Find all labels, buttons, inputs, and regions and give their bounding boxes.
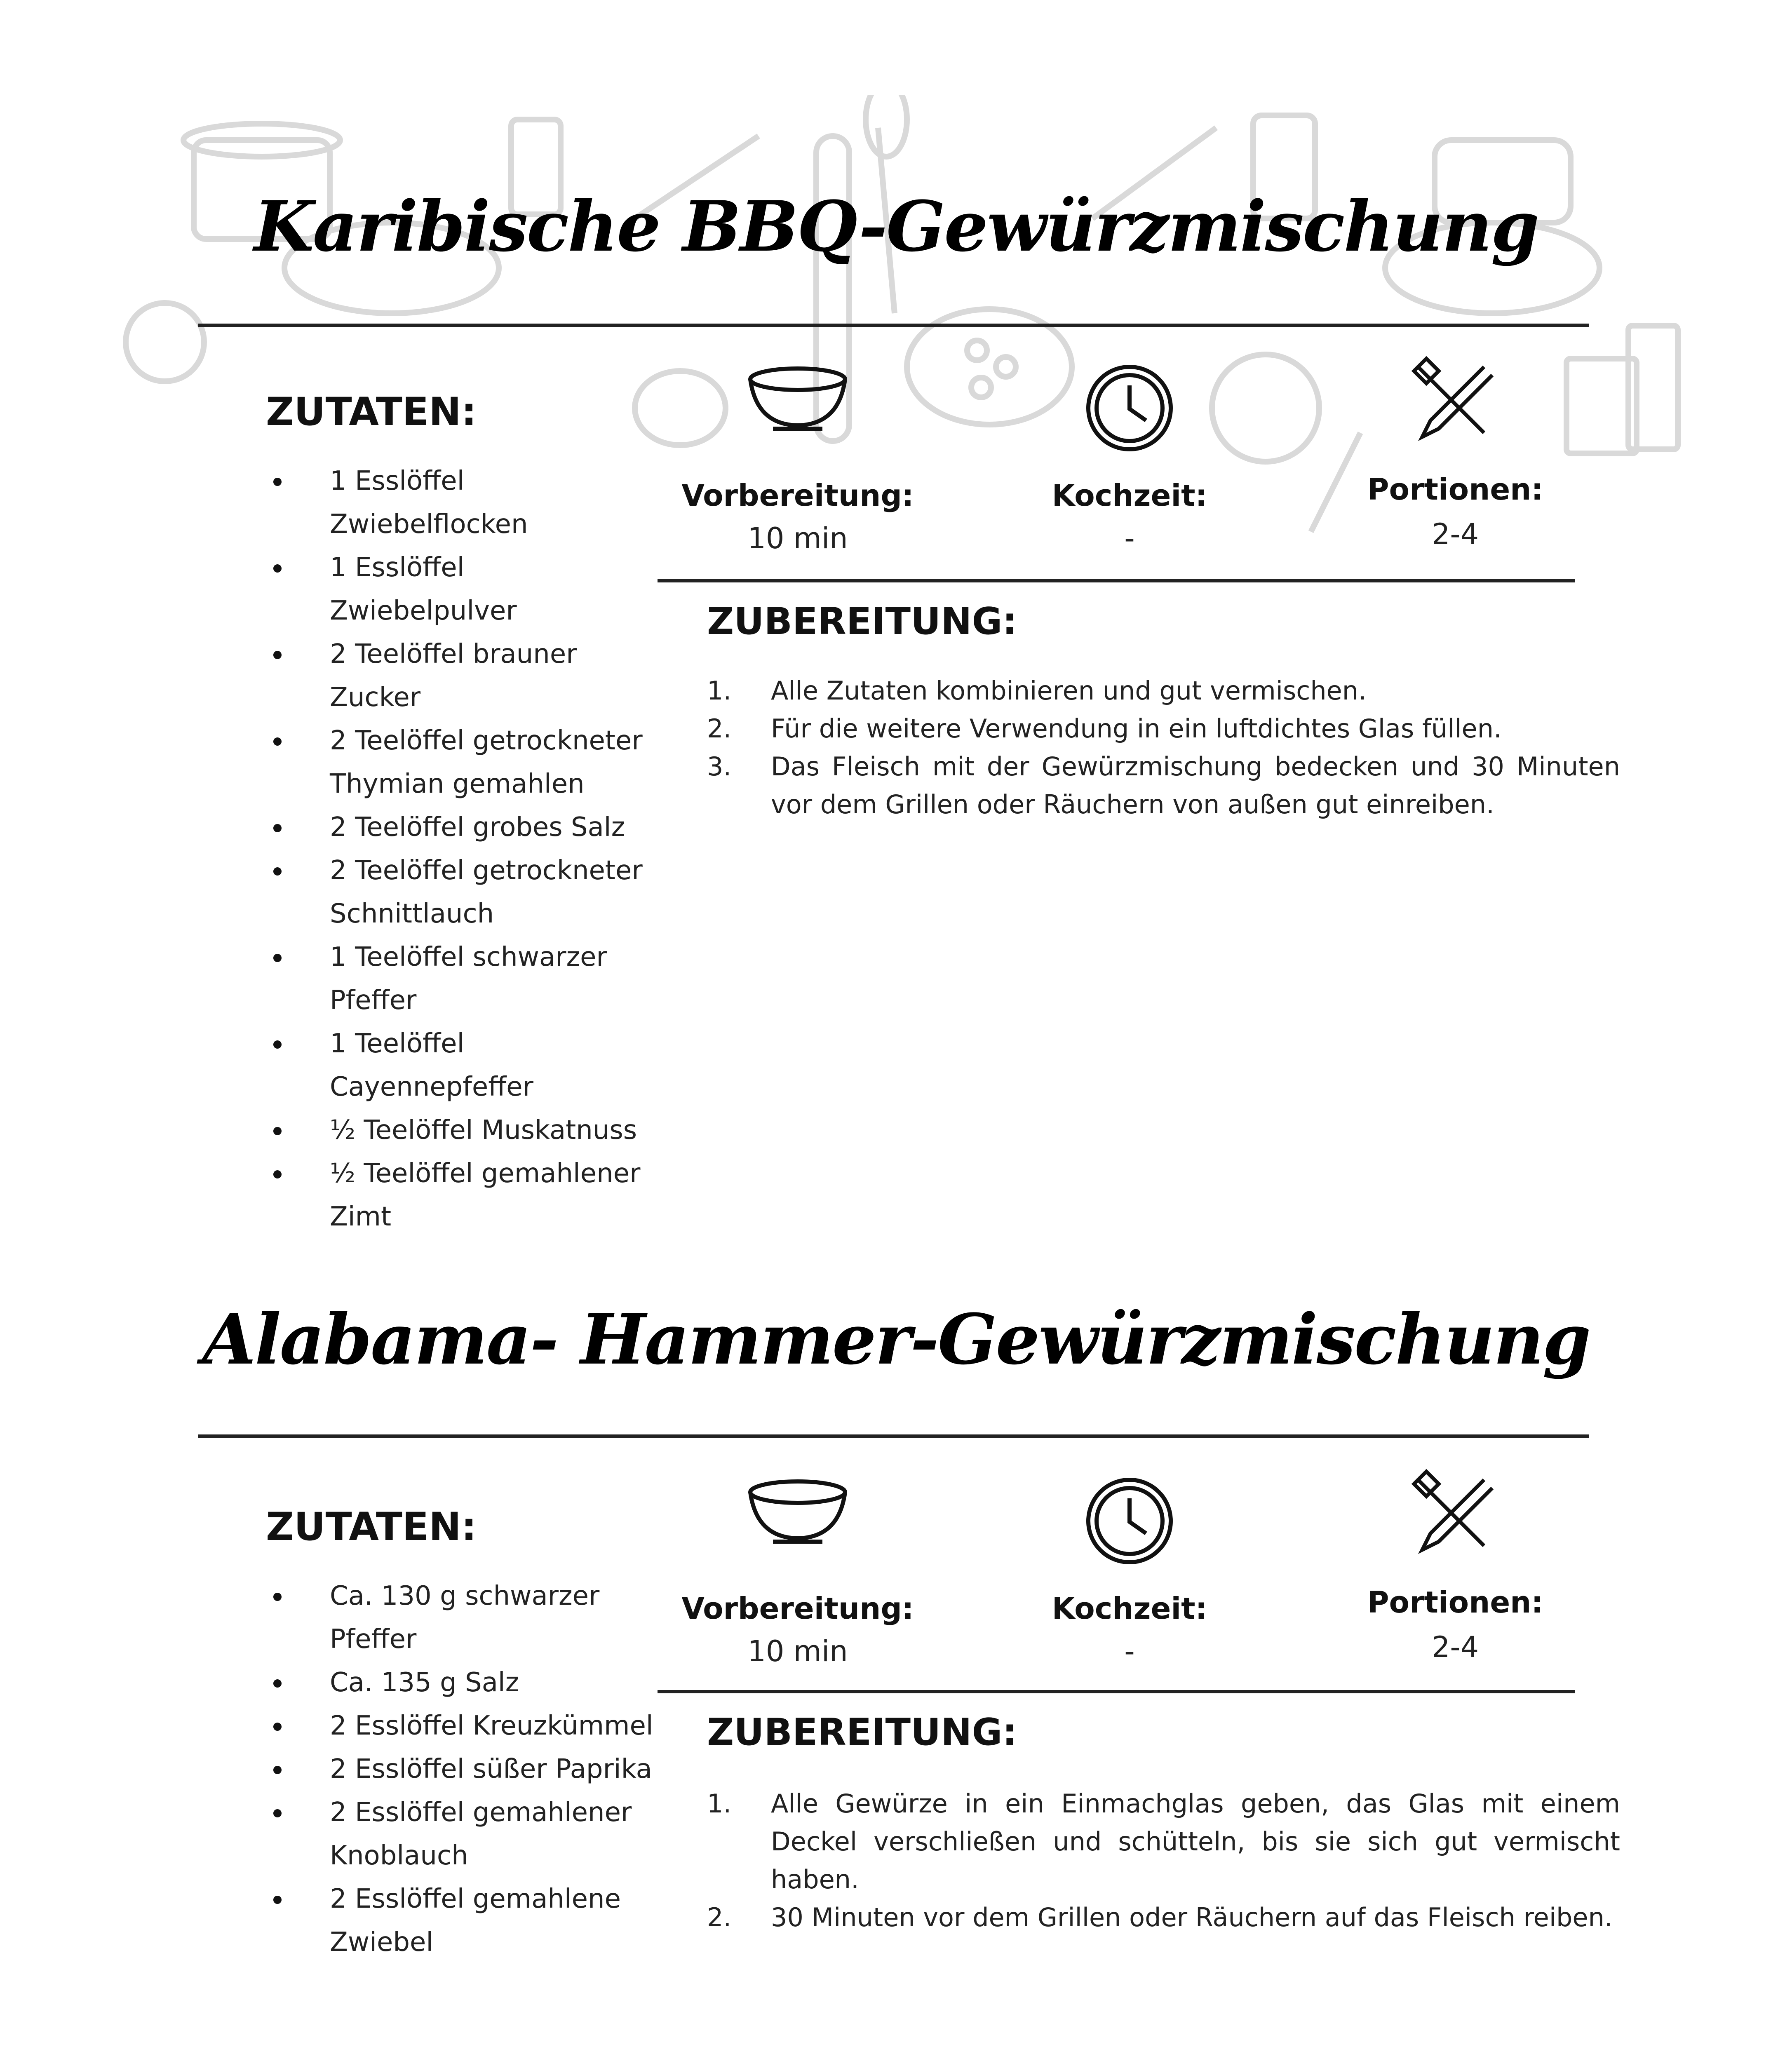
- stats-divider: [658, 1690, 1575, 1693]
- ingredient-item: [266, 1109, 662, 1152]
- preparation-heading: ZUBEREITUNG:: [707, 1711, 1017, 1754]
- ingredient-text: 2 Esslöffel gemahlene: [330, 1884, 621, 1914]
- ingredient-text: ½ Teelöffel gemahlener: [330, 1158, 641, 1189]
- cook-label: Kochzeit:: [1052, 1591, 1207, 1626]
- step-number: 2.: [707, 714, 732, 744]
- ingredient-text: Cayennepfeffer: [330, 1072, 533, 1102]
- ingredient-item: [266, 849, 662, 936]
- ingredient-text: Knoblauch: [330, 1840, 468, 1871]
- ingredients-heading: ZUTATEN:: [266, 390, 477, 434]
- ingredient-text: 2 Teelöffel brauner: [330, 639, 577, 669]
- fork-knife-icon: [1406, 354, 1496, 445]
- ingredient-text: Pfeffer: [330, 1624, 417, 1655]
- preparation-step: [707, 672, 1620, 710]
- stats-divider: [658, 579, 1575, 582]
- prep-label: Vorbereitung:: [681, 1591, 914, 1626]
- clock-icon: [1084, 363, 1175, 453]
- ingredient-text: 1 Esslöffel: [330, 466, 465, 496]
- servings-label: Portionen:: [1367, 1585, 1543, 1620]
- preparation-steps: [707, 672, 1620, 824]
- ingredient-text: 2 Esslöffel Kreuzkümmel: [330, 1711, 653, 1741]
- ingredient-item: [266, 1704, 662, 1748]
- prep-stat: [666, 363, 930, 437]
- preparation-step: [707, 1785, 1620, 1899]
- prep-stat: [666, 1476, 930, 1550]
- ingredients-heading: ZUTATEN:: [266, 1505, 477, 1549]
- ingredient-text: Zucker: [330, 682, 421, 713]
- prep-label: Vorbereitung:: [681, 478, 914, 513]
- ingredient-item: [266, 633, 662, 719]
- ingredient-item: [266, 1748, 662, 1791]
- ingredient-text: 2 Teelöffel getrockneter: [330, 855, 643, 886]
- ingredient-item: [266, 936, 662, 1022]
- step-number: 1.: [707, 676, 732, 706]
- cook-value: -: [1124, 521, 1135, 555]
- step-text: Das Fleisch mit der Gewürzmischung bedecken und 30 Minuten vor dem Grillen oder Räuchern von außen gut einreiben.: [771, 751, 1620, 819]
- ingredient-item: [266, 1152, 662, 1239]
- cook-stat: [998, 1476, 1261, 1566]
- preparation-steps: [707, 1785, 1620, 1937]
- step-number: 3.: [707, 751, 732, 782]
- ingredient-text: Ca. 130 g schwarzer: [330, 1581, 600, 1611]
- ingredient-text: Ca. 135 g Salz: [330, 1667, 519, 1698]
- step-text: Alle Zutaten kombinieren und gut vermischen.: [771, 676, 1367, 706]
- servings-value: 2-4: [1431, 517, 1479, 551]
- clock-icon: [1084, 1476, 1175, 1566]
- ingredient-item: [266, 460, 662, 546]
- step-number: 1.: [707, 1789, 732, 1819]
- ingredient-item: [266, 1661, 662, 1704]
- ingredient-item: [266, 719, 662, 806]
- ingredient-text: 2 Teelöffel getrockneter: [330, 725, 643, 756]
- servings-value: 2-4: [1431, 1630, 1479, 1664]
- ingredient-text: 2 Esslöffel gemahlener: [330, 1797, 632, 1828]
- cook-stat: [998, 363, 1261, 453]
- prep-value: 10 min: [747, 521, 848, 555]
- bowl-icon: [744, 363, 851, 437]
- cook-label: Kochzeit:: [1052, 478, 1207, 513]
- ingredient-text: 1 Esslöffel: [330, 552, 465, 583]
- ingredient-item: [266, 806, 662, 849]
- ingredient-text: Thymian gemahlen: [330, 769, 585, 799]
- recipe-title: Karibische BBQ-Gewürzmischung: [254, 185, 1538, 267]
- ingredient-text: 1 Teelöffel schwarzer: [330, 942, 607, 972]
- ingredient-item: [266, 1022, 662, 1109]
- ingredient-item: [266, 1575, 662, 1661]
- title-divider: [198, 324, 1589, 327]
- ingredient-text: Zwiebelpulver: [330, 596, 517, 626]
- ingredient-text: Zwiebel: [330, 1927, 434, 1958]
- step-number: 2.: [707, 1902, 732, 1932]
- prep-value: 10 min: [747, 1634, 848, 1668]
- preparation-heading: ZUBEREITUNG:: [707, 600, 1017, 643]
- step-text: 30 Minuten vor dem Grillen oder Räuchern auf das Fleisch reiben.: [771, 1902, 1613, 1932]
- step-text: Für die weitere Verwendung in ein luftdichtes Glas füllen.: [771, 714, 1502, 744]
- ingredient-text: 1 Teelöffel: [330, 1028, 465, 1059]
- ingredient-text: Zwiebelflocken: [330, 509, 528, 540]
- ingredient-item: [266, 546, 662, 633]
- servings-stat: [1319, 1467, 1583, 1558]
- ingredient-text: 2 Teelöffel grobes Salz: [330, 812, 625, 843]
- preparation-step: [707, 1899, 1620, 1937]
- ingredient-text: Zimt: [330, 1202, 392, 1232]
- ingredient-item: [266, 1791, 662, 1878]
- ingredient-text: ½ Teelöffel Muskatnuss: [330, 1115, 637, 1146]
- preparation-step: [707, 710, 1620, 748]
- ingredient-text: Schnittlauch: [330, 899, 494, 929]
- recipe-title: Alabama- Hammer-Gewürzmischung: [202, 1298, 1590, 1380]
- bowl-icon: [744, 1476, 851, 1550]
- servings-label: Portionen:: [1367, 472, 1543, 507]
- step-text: Alle Gewürze in ein Einmachglas geben, das Glas mit einem Deckel verschließen und schütteln, bis sie sich gut vermischt haben.: [771, 1789, 1620, 1894]
- ingredients-list: [266, 460, 662, 1239]
- fork-knife-icon: [1406, 1467, 1496, 1558]
- ingredients-list: [266, 1575, 662, 1964]
- cook-value: -: [1124, 1634, 1135, 1668]
- servings-stat: [1319, 354, 1583, 445]
- ingredient-item: [266, 1878, 662, 1964]
- preparation-step: [707, 748, 1620, 824]
- ingredient-text: Pfeffer: [330, 985, 417, 1016]
- title-divider: [198, 1434, 1589, 1438]
- ingredient-text: 2 Esslöffel süßer Paprika: [330, 1754, 652, 1784]
